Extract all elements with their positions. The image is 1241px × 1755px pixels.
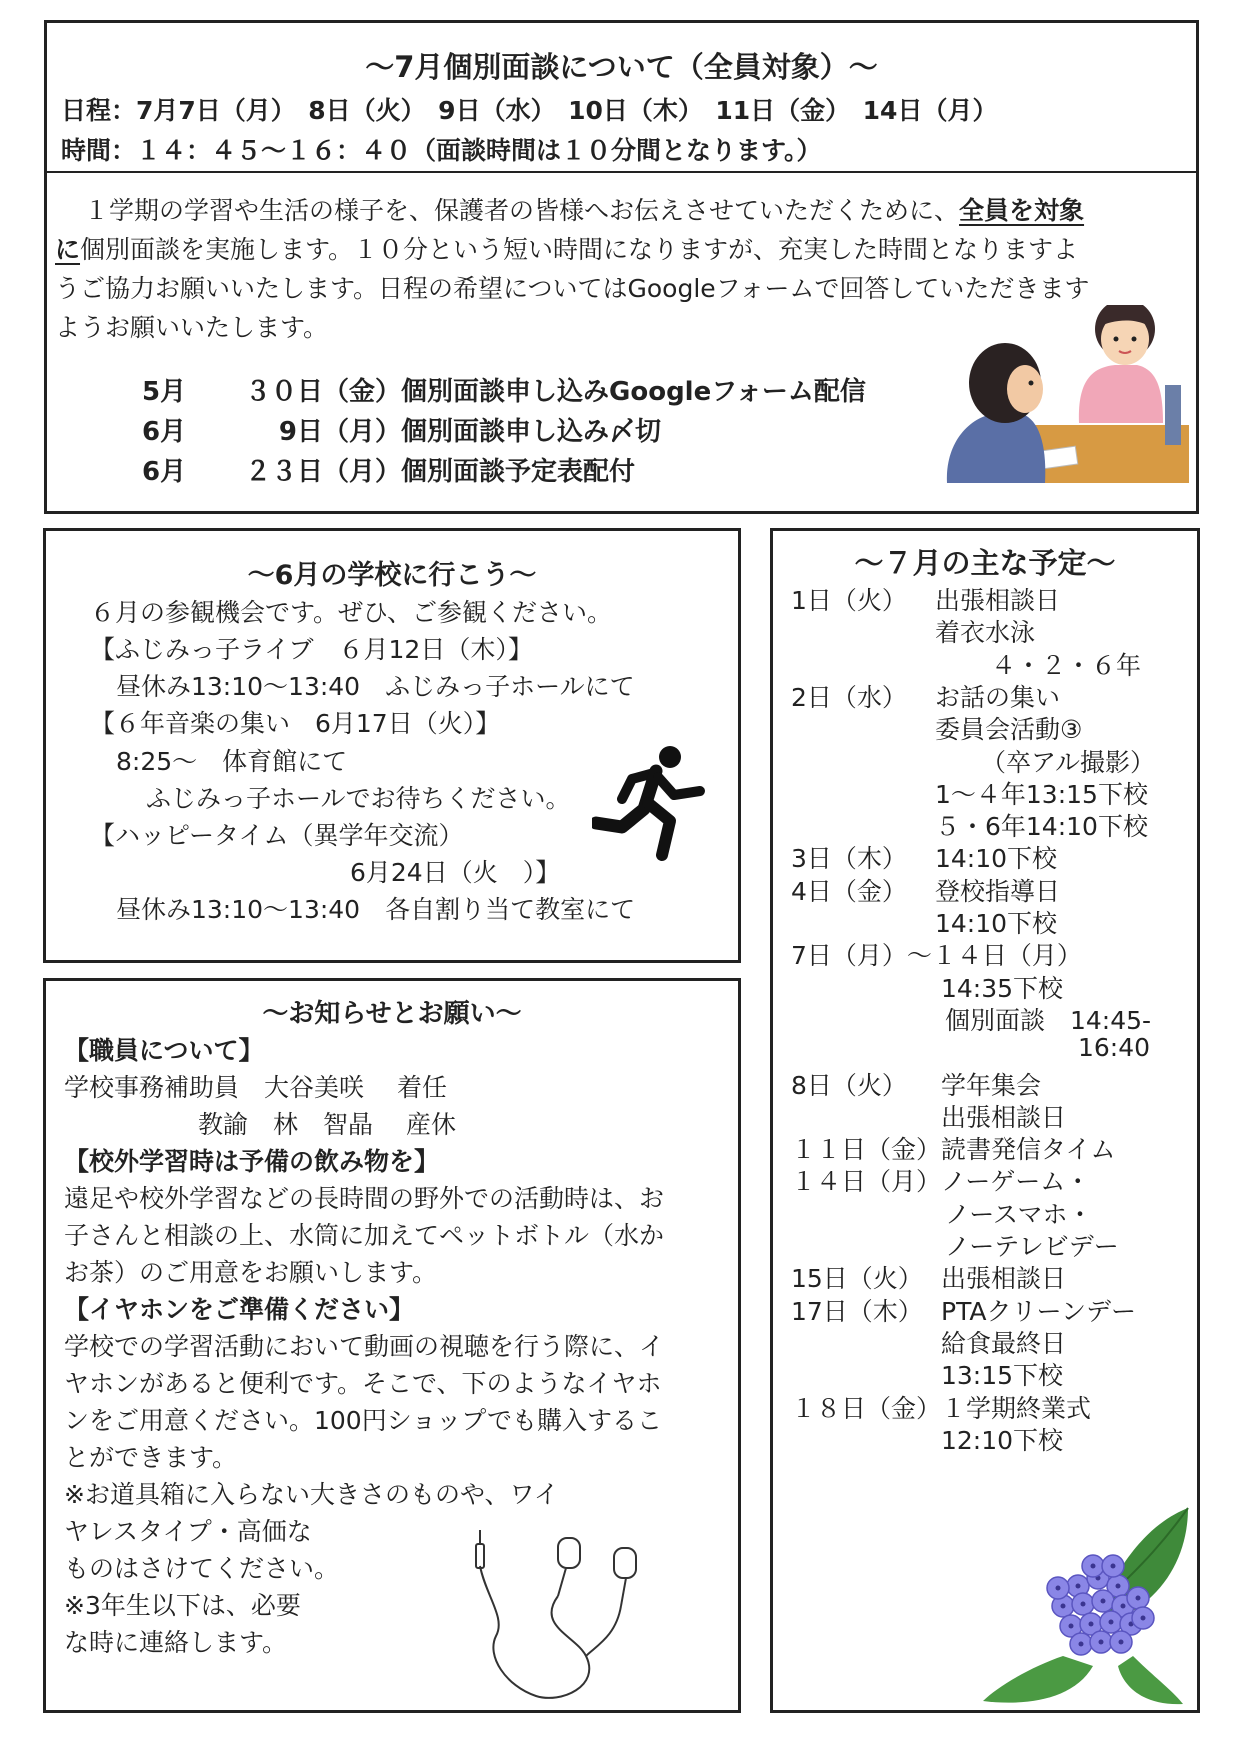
notice-text: ンをご用意ください。100円ショップでも購入するこ [64, 1406, 662, 1435]
notice-text: 学校での学習活動において動画の視聴を行う際に、イ [64, 1332, 665, 1361]
runner-icon [592, 743, 712, 863]
july-row-text: 委員会活動③ [935, 715, 1083, 745]
july-row-text: 着衣水泳 [935, 618, 1036, 648]
july-row-text: お話の集い [935, 682, 1061, 712]
july-row-text: 14:10下校 [935, 909, 1058, 938]
notice-text: な時に連絡します。 [64, 1628, 288, 1657]
date-row: 6月 ２３日（月）個別面談予定表配付 [142, 457, 636, 487]
july-row-text: 13:15下校 [941, 1361, 1064, 1391]
hydrangea-petal-center [1069, 1624, 1074, 1629]
hydrangea-illustration [983, 1506, 1195, 1706]
meeting-body-line1: １学期の学習や生活の様子を、保護者の皆様へお伝えさせていただくために、全員を対象 [84, 196, 1085, 225]
june-line: 昼休み13:10～13:40 各自割り当て教室にて [116, 895, 636, 924]
hydrangea-petal-center [1089, 1622, 1094, 1627]
hydrangea-petal-center [1136, 1596, 1141, 1601]
notice-text: お茶）のご用意をお願いします。 [64, 1258, 438, 1287]
meeting-body-line2: に個別面談を実施します。１０分という短い時間になりますが、充実した時間となりますよ [55, 235, 1079, 264]
july-row-text: （卒アル撮影） [981, 747, 1156, 777]
hydrangea-petal-center [1099, 1640, 1104, 1645]
earphones-illustration [466, 1526, 696, 1706]
date-row: 6月 9日（月）個別面談申し込み〆切 [142, 417, 662, 447]
july-row-text: 読書発信タイム [941, 1135, 1116, 1165]
june-line: 【６年音楽の集い 6月17日（火）】 [90, 709, 501, 738]
july-row-text: 学年集会 [941, 1070, 1042, 1100]
july-row-text: 12:10下校 [941, 1425, 1064, 1455]
july-row-date: 15日（火） [791, 1264, 923, 1294]
notice-heading-earphones: 【イヤホンをご準備ください】 [64, 1295, 415, 1324]
july-row-date: １８日（金） [791, 1393, 942, 1423]
hydrangea-petal-center [1116, 1584, 1121, 1589]
hydrangea-petal-center [1111, 1564, 1116, 1569]
july-row-date: １１日（金） [791, 1135, 942, 1165]
july-row-text: 登校指導日 [935, 876, 1061, 906]
hydrangea-petal-center [1101, 1599, 1106, 1604]
notice-text: 遠足や校外学習などの長時間の野外での活動時は、お [64, 1184, 665, 1213]
june-line: 8:25～ 体育館にて [116, 747, 348, 776]
notice-heading-drinks: 【校外学習時は予備の飲み物を】 [64, 1147, 440, 1176]
hydrangea-petal-center [1081, 1602, 1086, 1607]
staff-line: 学校事務補助員 大谷美咲 着任 [64, 1073, 447, 1102]
hydrangea-petal-center [1056, 1586, 1061, 1591]
july-row-date: １４日（月） [791, 1167, 942, 1197]
divider [47, 171, 1196, 173]
july-row-text: 14:35下校 [941, 973, 1064, 1003]
notice-text: ヤホンがあると便利です。そこで、下のようなイヤホ [64, 1369, 662, 1398]
july-row-date: 17日（木） [791, 1296, 923, 1326]
hydrangea-petal-center [1076, 1584, 1081, 1589]
june-line: 【ふじみっ子ライブ ６月12日（木）】 [90, 635, 533, 664]
hydrangea-petal-center [1109, 1620, 1114, 1625]
june-section [43, 528, 741, 963]
july-row-text: ノーゲーム・ [941, 1167, 1091, 1197]
july-row-date: 4日（金） [791, 876, 907, 906]
june-line: 6月24日（火 ）】 [350, 858, 561, 887]
notice-section [43, 978, 741, 1713]
meeting-section [44, 20, 1199, 514]
notice-text: ※お道具箱に入らない大きさのものや、ワイ [64, 1480, 559, 1509]
july-row-text: 出張相談日 [941, 1102, 1067, 1132]
july-row-text: 出張相談日 [935, 586, 1061, 615]
meeting-body-line3: うご協力お願いいたします。日程の希望についてはGoogleフォームで回答していただきます [55, 274, 1090, 303]
notice-heading-staff: 【職員について】 [64, 1036, 264, 1065]
july-row-text: ノーテレビデー [945, 1232, 1119, 1261]
july-row-date: 7日（月）～１４日（月） [791, 941, 1082, 971]
meeting-body-line4: ようお願いいたします。 [55, 313, 329, 342]
july-row-date: 3日（木） [791, 844, 907, 874]
july-row-text: 個別面談 14:45- [945, 1005, 1152, 1035]
notice-text: ※3年生以下は、必要 [64, 1591, 301, 1620]
staff-line: 教諭 林 智晶 産休 [198, 1110, 456, 1139]
july-row-text: 16:40 [1078, 1033, 1151, 1063]
meeting-illustration [927, 305, 1189, 495]
june-title: ～6月の学校に行こう～ [247, 560, 537, 591]
july-row-text: ノースマホ・ [945, 1199, 1093, 1229]
july-row-text: 給食最終日 [941, 1328, 1067, 1358]
notice-text: ものはさけてください。 [64, 1554, 340, 1583]
notice-text: とができます。 [64, 1443, 238, 1472]
meeting-title: ～7月個別面談について（全員対象）～ [365, 50, 878, 84]
notice-text: 子さんと相談の上、水筒に加えてペットボトル（水か [64, 1221, 665, 1250]
hydrangea-petal-center [1091, 1564, 1096, 1569]
july-row-text: １学期終業式 [941, 1393, 1092, 1423]
meeting-time: 時間：１４：４５～１６：４０（面談時間は１０分間となります。） [61, 136, 822, 165]
july-row-text: 1～４年13:15下校 [935, 779, 1148, 809]
hydrangea-petal-center [1079, 1642, 1084, 1647]
july-section [770, 528, 1200, 1713]
june-line: ふじみっ子ホールでお待ちください。 [146, 784, 571, 813]
notice-text: ヤレスタイプ・高価な [64, 1517, 312, 1546]
june-line: ６月の参観機会です。ぜひ、ご参観ください。 [90, 598, 613, 627]
notice-title: ～お知らせとお願い～ [262, 999, 522, 1029]
july-row-date: 1日（火） [791, 586, 907, 615]
date-row: 5月 ３０日（金）個別面談申し込みGoogleフォーム配信 [142, 377, 866, 407]
meeting-schedule: 日程：7月7日（月） 8日（火） 9日（水） 10日（木） 11日（金） 14日（月） [61, 96, 998, 125]
july-row-date: 8日（火） [791, 1070, 907, 1100]
hydrangea-petal-center [1061, 1604, 1066, 1609]
july-title: ～７月の主な予定～ [854, 546, 1116, 580]
hydrangea-petal-center [1141, 1616, 1146, 1621]
june-line: 昼休み13:10～13:40 ふじみっ子ホールにて [116, 672, 635, 701]
july-row-text: PTAクリーンデー [941, 1296, 1137, 1326]
july-row-text: ５・6年14:10下校 [935, 812, 1148, 842]
june-line: 【ハッピータイム（異学年交流） [90, 821, 464, 850]
hydrangea-petal-center [1121, 1604, 1126, 1609]
hydrangea-petal-center [1119, 1640, 1124, 1645]
july-row-text: ４・２・６年 [991, 650, 1142, 680]
july-row-text: 出張相談日 [941, 1264, 1067, 1294]
july-row-text: 14:10下校 [935, 844, 1058, 874]
july-row-date: 2日（水） [791, 682, 907, 712]
